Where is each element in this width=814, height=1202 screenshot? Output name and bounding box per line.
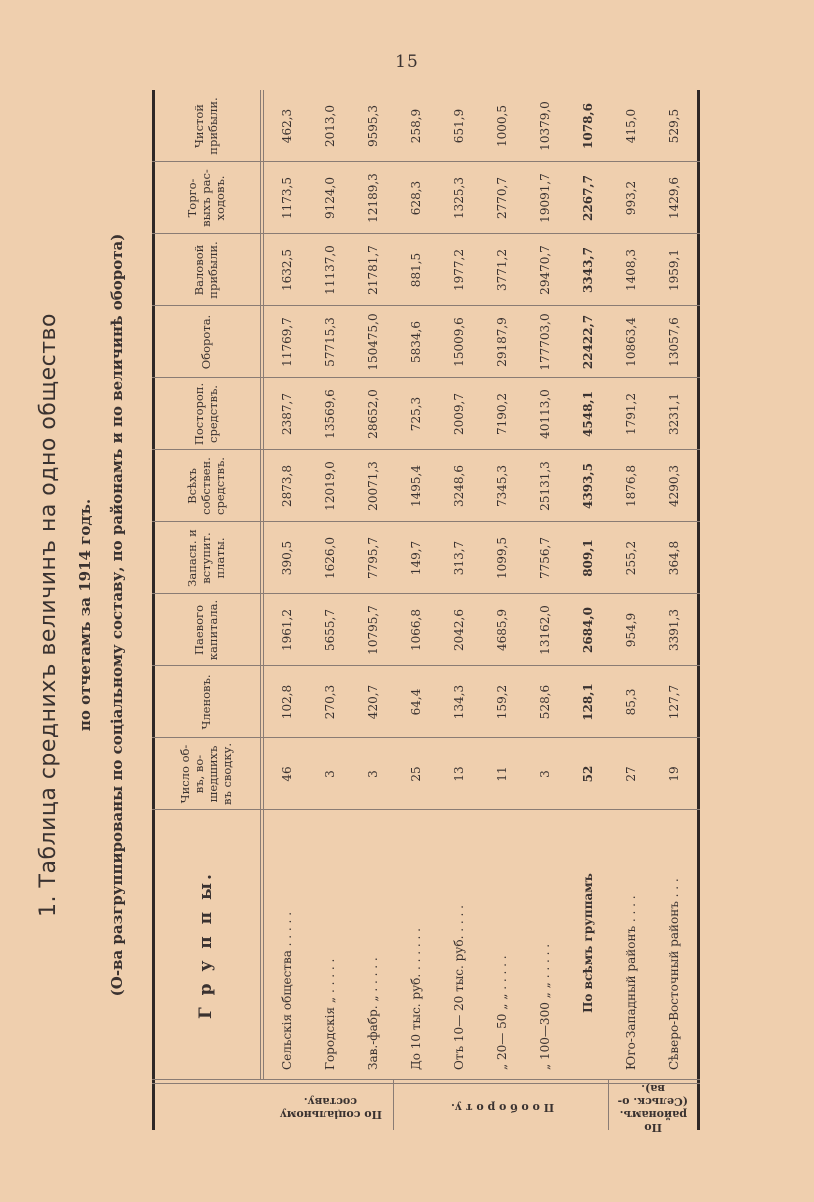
cell-value: 5655,7 <box>323 609 337 651</box>
cell-value: 3771,2 <box>495 249 509 291</box>
cell-value: 4290,3 <box>667 465 681 507</box>
cell-value: 27 <box>624 766 638 782</box>
cell-value: 46 <box>280 766 294 782</box>
column-separator <box>152 449 700 450</box>
cell-value: 9595,3 <box>366 105 380 147</box>
page-number: 15 <box>395 52 419 72</box>
rule-side <box>152 1079 700 1080</box>
cell-value: 128,1 <box>581 683 595 721</box>
row-label: Отъ 10— 20 тыс. руб. . . . . <box>452 905 466 1070</box>
cell-value: 134,3 <box>452 684 466 720</box>
cell-value: 102,8 <box>280 684 294 720</box>
cell-value: 1791,2 <box>624 393 638 435</box>
cell-value: 22422,7 <box>581 314 595 370</box>
cell-value: 3231,1 <box>667 393 681 435</box>
cell-value: 5834,6 <box>409 321 423 363</box>
cell-value: 29470,7 <box>538 245 552 295</box>
cell-value: 3343,7 <box>581 247 595 293</box>
cell-value: 1173,5 <box>280 177 294 219</box>
cell-value: 2013,0 <box>323 105 337 147</box>
title-block <box>30 70 150 1160</box>
statistics-table <box>152 90 700 1134</box>
cell-value: 390,5 <box>280 540 294 576</box>
cell-value: 2873,8 <box>280 465 294 507</box>
cell-value: 881,5 <box>409 252 423 288</box>
cell-value: 20071,3 <box>366 461 380 511</box>
cell-value: 255,2 <box>624 540 638 576</box>
column-separator <box>152 737 700 738</box>
header-column: Членовъ. <box>199 674 213 730</box>
table-subtitle-year: по отчетамъ за 1914 годъ. <box>76 498 94 732</box>
cell-value: 10379,0 <box>538 101 552 151</box>
cell-value: 2684,0 <box>581 607 595 653</box>
cell-value: 651,9 <box>452 108 466 144</box>
side-group-text: По соціальному составу. <box>279 1095 382 1121</box>
cell-value: 12189,3 <box>366 173 380 223</box>
cell-value: 2267,7 <box>581 175 595 221</box>
cell-value: 1325,3 <box>452 177 466 219</box>
cell-value: 364,8 <box>667 540 681 576</box>
row-label: Городскія „ . . . . . <box>323 958 337 1070</box>
cell-value: 25 <box>409 766 423 782</box>
cell-value: 3 <box>366 770 380 778</box>
column-separator <box>152 161 700 162</box>
cell-value: 13 <box>452 766 466 782</box>
cell-value: 1066,8 <box>409 609 423 651</box>
cell-value: 40113,0 <box>538 389 552 439</box>
cell-value: 150475,0 <box>366 313 380 371</box>
cell-value: 127,7 <box>667 684 681 720</box>
cell-value: 528,6 <box>538 684 552 720</box>
header-column: Постороп. средствъ. <box>192 382 220 446</box>
cell-value: 7756,7 <box>538 537 552 579</box>
row-label: „ 20— 50 „ „ . . . . . <box>495 955 509 1070</box>
cell-value: 159,2 <box>495 684 509 720</box>
cell-value: 13162,0 <box>538 605 552 655</box>
cell-value: 1977,2 <box>452 249 466 291</box>
cell-value: 2042,6 <box>452 609 466 651</box>
cell-value: 1961,2 <box>280 609 294 651</box>
column-separator <box>152 593 700 594</box>
header-column: Всѣхъ собствен. средствъ. <box>185 457 227 515</box>
cell-value: 2770,7 <box>495 177 509 219</box>
cell-value: 462,3 <box>280 108 294 144</box>
cell-value: 415,0 <box>624 108 638 144</box>
cell-value: 13569,6 <box>323 389 337 439</box>
header-groups: Г р у п п ы. <box>196 871 216 1019</box>
row-label: „ 100—300 „ „ . . . . . <box>538 943 552 1070</box>
group-separator <box>393 1080 394 1130</box>
side-group-text: По районамъ. (Сельск. о-ва). <box>617 1082 689 1134</box>
row-label: Сельскія общества . . . . . <box>280 911 294 1070</box>
cell-value: 3 <box>323 770 337 778</box>
cell-value: 11769,7 <box>280 317 294 367</box>
column-separator <box>152 233 700 234</box>
cell-value: 1000,5 <box>495 105 509 147</box>
cell-value: 993,2 <box>624 180 638 216</box>
table-title: 1. Таблица среднихъ величинъ на одно общество <box>36 313 61 917</box>
side-group-label <box>610 1082 696 1134</box>
rule-bottom <box>697 90 700 1130</box>
cell-value: 2009,7 <box>452 393 466 435</box>
header-column: Валовой прибыли. <box>192 241 220 299</box>
cell-value: 1495,4 <box>409 465 423 507</box>
cell-value: 15009,6 <box>452 317 466 367</box>
cell-value: 3391,3 <box>667 609 681 651</box>
cell-value: 7795,7 <box>366 537 380 579</box>
cell-value: 1429,6 <box>667 177 681 219</box>
cell-value: 1078,6 <box>581 103 595 149</box>
cell-value: 1632,5 <box>280 249 294 291</box>
cell-value: 725,3 <box>409 396 423 432</box>
cell-value: 420,7 <box>366 684 380 720</box>
side-group-label <box>266 1086 395 1130</box>
cell-value: 3248,6 <box>452 465 466 507</box>
cell-value: 28652,0 <box>366 389 380 439</box>
rotated-table-stage <box>30 70 730 1160</box>
cell-value: 529,5 <box>667 108 681 144</box>
cell-value: 628,3 <box>409 180 423 216</box>
cell-value: 313,7 <box>452 540 466 576</box>
cell-value: 2387,7 <box>280 393 294 435</box>
column-separator <box>152 305 700 306</box>
cell-value: 85,3 <box>624 688 638 716</box>
cell-value: 258,9 <box>409 108 423 144</box>
cell-value: 7190,2 <box>495 393 509 435</box>
side-group-text: П о о б о р о т у. <box>450 1101 555 1115</box>
cell-value: 1626,0 <box>323 537 337 579</box>
cell-value: 809,1 <box>581 539 595 577</box>
cell-value: 4548,1 <box>581 391 595 437</box>
cell-value: 1099,5 <box>495 537 509 579</box>
cell-value: 7345,3 <box>495 465 509 507</box>
cell-value: 64,4 <box>409 688 423 716</box>
cell-value: 13057,6 <box>667 317 681 367</box>
cell-value: 954,9 <box>624 612 638 648</box>
header-column: Торго-выхъ рас-ходовъ. <box>185 169 227 227</box>
header-column: Оборота. <box>199 314 213 370</box>
cell-value: 4393,5 <box>581 463 595 509</box>
cell-value: 1876,8 <box>624 465 638 507</box>
cell-value: 1959,1 <box>667 249 681 291</box>
header-column: Паевого капитала. <box>192 599 220 661</box>
cell-value: 57715,3 <box>323 317 337 367</box>
cell-value: 12019,0 <box>323 461 337 511</box>
cell-value: 52 <box>581 765 595 783</box>
cell-value: 11 <box>495 766 509 782</box>
cell-value: 1408,3 <box>624 249 638 291</box>
table-subtitle-grouping: (О-ва разгруппированы по соціальному составу, по районамъ и по величинѣ оборота) <box>108 233 126 997</box>
cell-value: 11137,0 <box>323 245 337 295</box>
column-separator <box>152 665 700 666</box>
cell-value: 25131,3 <box>538 461 552 511</box>
row-label: Юго-Западный районъ . . . . <box>624 895 638 1070</box>
cell-value: 4685,9 <box>495 609 509 651</box>
cell-value: 29187,9 <box>495 317 509 367</box>
cell-value: 270,3 <box>323 684 337 720</box>
column-separator <box>152 377 700 378</box>
row-label: Сѣверо-Восточный районъ . . . <box>667 878 681 1070</box>
header-column: Чистой прибыли. <box>192 97 220 155</box>
group-separator <box>608 1080 609 1130</box>
cell-value: 10863,4 <box>624 317 638 367</box>
row-label: Зав.-фабр. „ . . . . . <box>366 957 380 1070</box>
cell-value: 10795,7 <box>366 605 380 655</box>
cell-value: 19 <box>667 766 681 782</box>
row-label: До 10 тыс. руб. . . . . . . <box>409 928 423 1070</box>
column-separator <box>152 809 700 810</box>
cell-value: 149,7 <box>409 540 423 576</box>
header-column: Запасн. и вступит. платы. <box>185 529 227 587</box>
rule-header-2 <box>263 90 264 1080</box>
cell-value: 177703,0 <box>538 313 552 371</box>
cell-value: 3 <box>538 770 552 778</box>
rule-header <box>260 90 261 1080</box>
cell-value: 9124,0 <box>323 177 337 219</box>
header-column: Число об-въ, во-шедшихъ въ сводку. <box>178 743 234 805</box>
side-group-label <box>395 1086 610 1130</box>
cell-value: 21781,7 <box>366 245 380 295</box>
column-separator <box>152 521 700 522</box>
row-label: По всѣмъ группамъ <box>581 873 595 1013</box>
cell-value: 19091,7 <box>538 173 552 223</box>
